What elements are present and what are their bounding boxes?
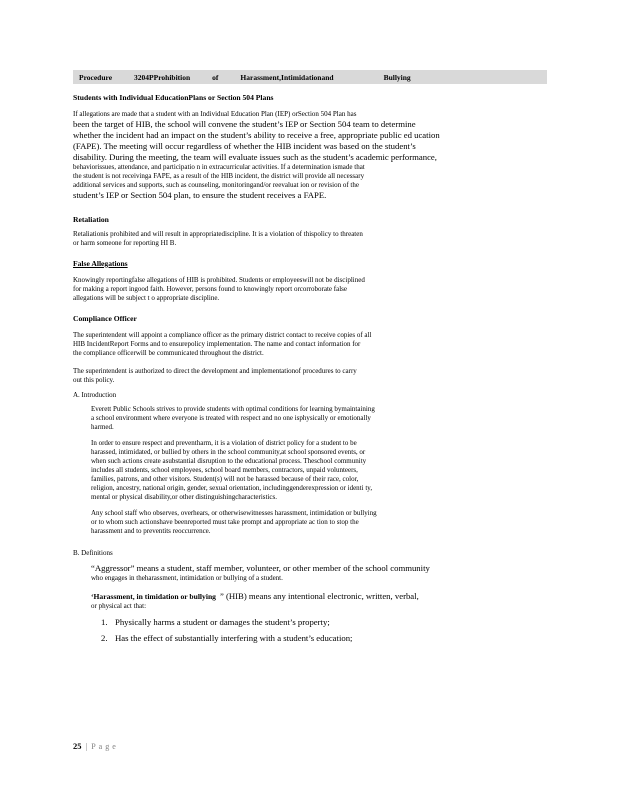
iep-line-9: student’s IEP or Section 504 plan, to ensure the student receives a FAPE. [73,190,327,200]
intro-p1-line-2: a school environment where everyone is treated with respect and no one isphysically or emotionally [91,414,371,422]
hib-definition-text: ” (HIB) means any intentional electronic, written, verbal, [219,591,419,601]
page-content [73,70,547,644]
list-item [91,633,547,644]
retaliation-line-2: or harm someone for reporting HI B. [73,239,177,247]
introduction-paragraph-1 [91,405,547,432]
compliance-p1-line-1: The superintendent will appoint a compliance officer as the primary district contact to receive copies of all [73,331,372,339]
intro-p1-line-3: harmed. [91,423,114,431]
compliance-p2-line-2: out this policy. [73,376,115,384]
iep-line-2: been the target of HIB, the school will convene the student’s IEP or Section 504 team to determine [73,119,416,129]
intro-p3-line-2: or to whom such actionshave beenreported must take prompt and appropriate ac tion to stop the [91,518,359,526]
list-item [91,617,547,628]
compliance-paragraph-1 [73,331,547,358]
iep-paragraph [73,110,547,201]
iep-line-5: disability. During the meeting, the team will evaluate issues such as the student’s academic performance, [73,152,437,162]
procedure-header-bar [73,70,547,84]
list-item-number: 2. [101,633,108,643]
intro-p2-line-4: includes all students, school employees, school board members, contractors, unpaid volunteers, [91,466,358,474]
list-item-number: 1. [101,617,108,627]
false-allegations-line-2: for making a report ingood faith. However, persons found to knowingly report orcorroborate false [73,285,348,293]
compliance-p1-line-3: the compliance officerwill be communicated throughout the district. [73,349,264,357]
aggressor-line-2: who engages in theharassment, intimidation or bullying of a student. [91,574,283,582]
page-number: 25 [73,741,82,751]
page-word: Page [91,742,119,751]
intro-p1-line-1: Everett Public Schools strives to provide students with optimal conditions for learning bymaintaining [91,405,375,413]
compliance-p1-line-2: HIB IncidentReport Forms and to ensurepolicy implementation. The name and contact information for [73,340,361,348]
compliance-p2-line-1: The superintendent is authorized to direct the development and implementationof procedures to carry [73,367,357,375]
footer-separator: | [85,741,88,751]
false-allegations-line-3: allegations will be subject t o appropriate discipline. [73,294,220,302]
intro-p2-line-3: when such actions create asubstantial disruption to the educational process. Theschool community [91,457,367,465]
page-footer [73,741,119,751]
false-allegations-heading-text: False Allegations [73,259,128,268]
retaliation-heading: Retaliation [73,215,109,224]
definitions-label: B. Definitions [73,549,113,557]
iep-line-4: (FAPE). The meeting will occur regardless of whether the HIB incident was based on the student’s [73,141,416,151]
iep-line-7: the student is not receivinga FAPE, as a result of the HIB incident, the district will provide all necessary [73,172,365,180]
introduction-label: A. Introduction [73,391,117,399]
hib-line-1 [91,589,547,602]
procedure-of: of [212,72,219,82]
hib-line-2: or physical act that: [91,602,147,610]
hib-term: ‘Harassment, in timidation or bullying [91,592,216,601]
hib-criteria-list [91,617,547,644]
intro-p2-line-2: harassed, intimidated, or bullied by others in the school community,at school sponsored events, or [91,448,366,456]
list-item-text: Has the effect of substantially interfering with a student’s education; [115,633,353,643]
procedure-bullying: Bullying [383,72,411,82]
hib-definition [91,589,547,611]
introduction-paragraph-3 [91,509,547,536]
intro-p2-line-1: In order to ensure respect and preventharm, it is a violation of district policy for a student to be [91,439,357,447]
iep-line-6: behaviorissues, attendance, and participatio n in extracurricular activities. If a determination ismade that [73,163,365,171]
retaliation-line-1: Retaliationis prohibited and will result in appropriatediscipline. It is a violation of thispolicy to threaten [73,230,363,238]
aggressor-definition [91,563,547,583]
intro-p2-line-6: religion, ancestry, national origin, gender, sexual orientation, includinggenderexpression or identi ty, [91,484,373,492]
procedure-label: Procedure [79,72,113,82]
intro-p2-line-5: families, patrons, and other visitors. Student(s) will not be harassed because of their race, color, [91,475,359,483]
iep-line-1: If allegations are made that a student with an Individual Education Plan (IEP) orSection 504 Plan has [73,110,357,118]
procedure-code: 3204PProhibition [134,72,191,82]
intro-p2-line-7: mental or physical disability,or other distinguishingcharacteristics. [91,493,277,501]
intro-p3-line-3: harassment and to preventits reoccurrence. [91,527,211,535]
introduction-paragraph-2 [91,439,547,502]
iep-heading: Students with Individual EducationPlans or Section 504 Plans [73,93,274,102]
false-allegations-line-1: Knowingly reportingfalse allegations of HIB is prohibited. Students or employeeswill not be disciplined [73,276,365,284]
iep-line-3: whether the incident had an impact on the student’s ability to receive a free, appropriate public ed ucation [73,130,440,140]
procedure-title: Harassment,Intimidationand [240,72,334,82]
false-allegations-paragraph [73,276,547,303]
aggressor-line-1: “Aggressor” means a student, staff member, volunteer, or other member of the school community [91,563,430,573]
compliance-paragraph-2 [73,367,547,385]
intro-p3-line-1: Any school staff who observes, overhears, or otherwisewitnesses harassment, intimidation or bullying [91,509,377,517]
list-item-text: Physically harms a student or damages the student’s property; [115,617,330,627]
false-allegations-heading [73,259,547,268]
iep-line-8: additional services and supports, such as counseling, monitoringand/or reevaluat ion or revision of the [73,181,359,189]
compliance-heading: Compliance Officer [73,314,137,323]
retaliation-paragraph [73,230,547,248]
